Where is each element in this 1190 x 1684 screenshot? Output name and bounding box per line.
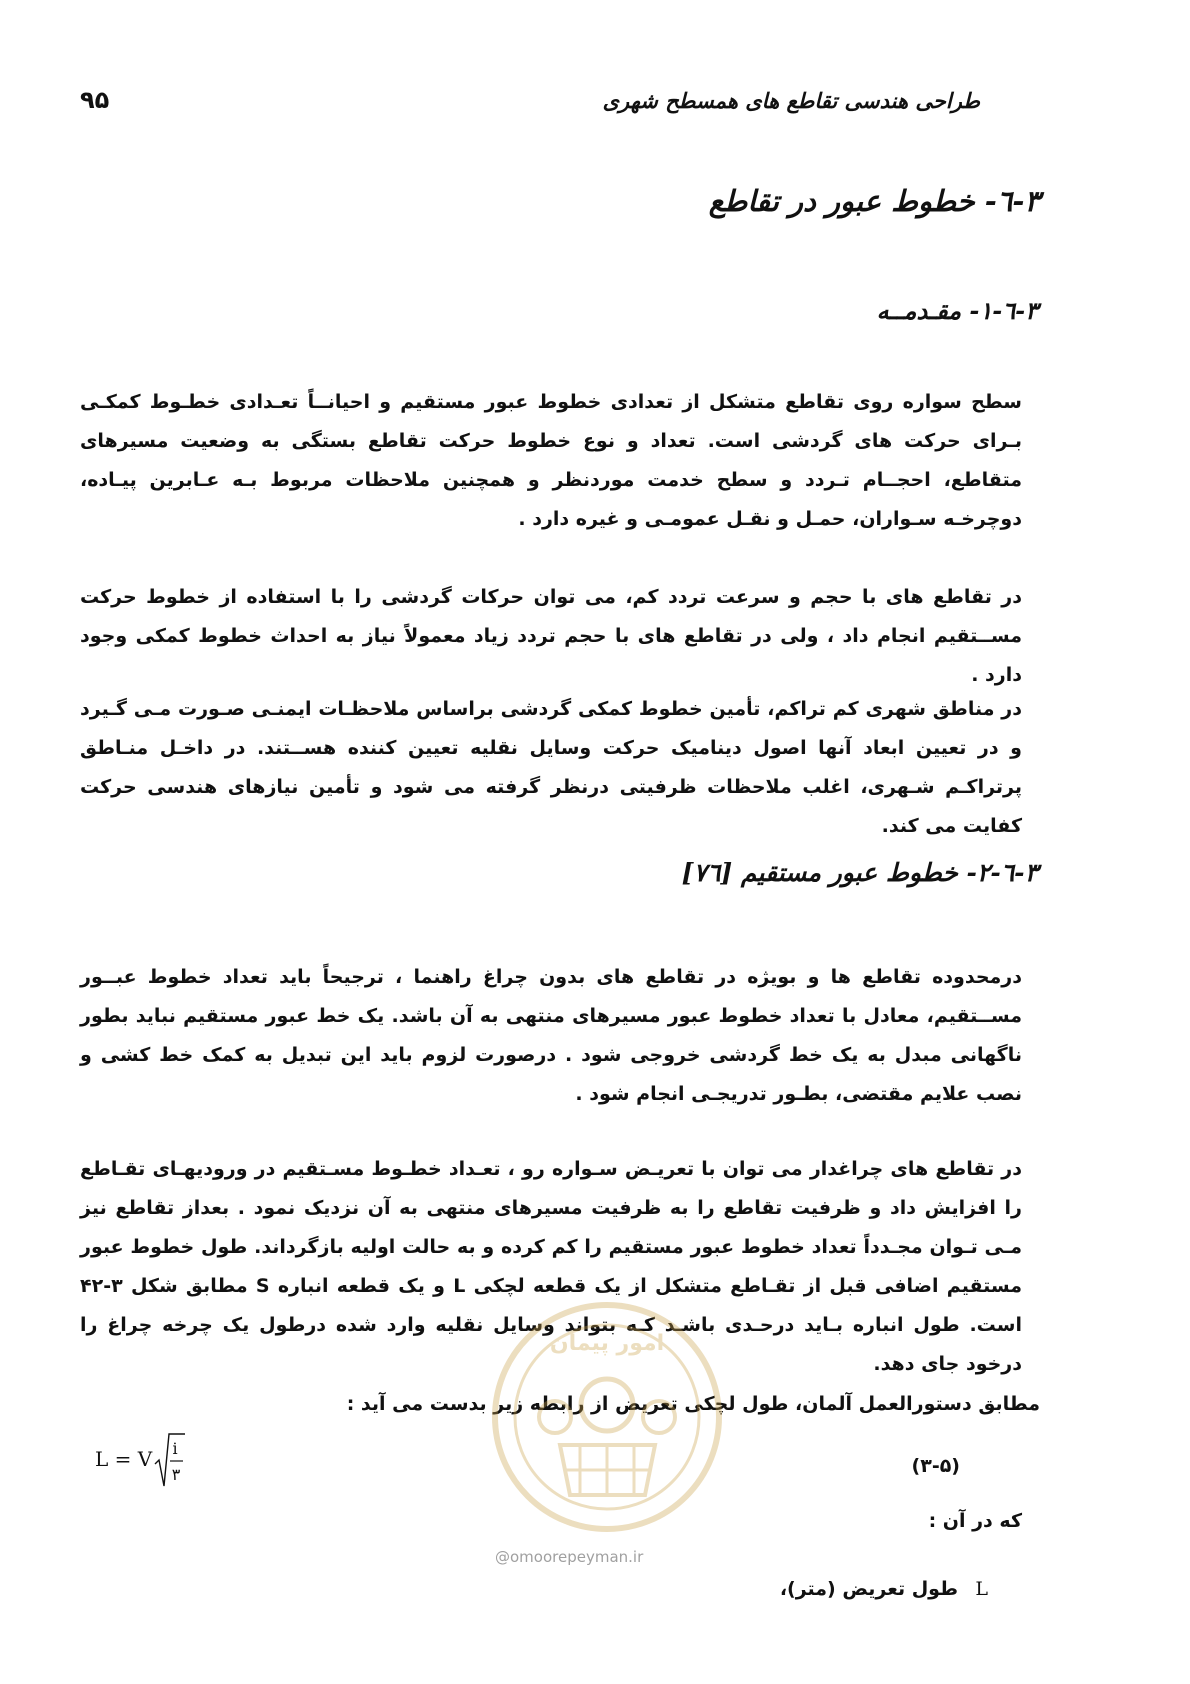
where-label: که در آن : — [928, 1510, 1022, 1532]
taper-length-formula — [95, 1430, 185, 1497]
equation-number: (۳-۵) — [911, 1455, 960, 1477]
definition-text: طول تعریض (متر)، — [779, 1578, 958, 1600]
formula-lhs: L = V — [95, 1447, 153, 1471]
subsection-heading-introduction: ۳-٦-۱- مقـدمــه — [876, 296, 1038, 325]
formula-numerator: i — [172, 1439, 178, 1458]
formula-intro: مطابق دستورالعمل آلمان، طول لچکی تعریض از رابطه زیر بدست می آید : — [346, 1393, 1040, 1415]
formula-denominator: ۳ — [171, 1465, 181, 1484]
paragraph: در تقاطع های با حجم و سرعت تردد کم، می توان حرکات گردشی را با استفاده از خطوط حرکت مســتقیم انجام داد ، ولی در تقاطع های با حجم تردد زیاد معمولاً نیاز به احداث خطوط کمکی وجود دارد . — [80, 586, 1022, 686]
subsection-heading-through-lanes: ۳-٦-۲- خطوط عبور مستقیم [۷٦] — [681, 858, 1038, 887]
paragraph: در مناطق شهری کم تراکم، تأمین خطوط کمکی گردشی براساس ملاحظـات ایمنـی صـورت مـی گـیرد و در تعیین ابعاد آنها اصول دینامیک حرکت وسایل نقلیه تعیین کننده هســتند. در داخـل منـاطق پرتراکـم شـهری، اغلب ملاحظات ظرفیتی درنظر گرفته می شود و تأمین نیازهای هندسی حرکت کفایت می کند. — [80, 698, 1022, 837]
watermark-seal — [485, 1295, 730, 1540]
paragraph: سطح سواره روی تقاطع متشکل از تعدادی خطوط عبور مستقیم و احیانــاً تعـدادی خطـوط کمکـی بـرای حرکت های گردشی است. تعداد و نوع خطوط حرکت تقاطع بستگی به وضعیت مسیرهای متقاطع، احجــام تـردد و سطح خدمت موردنظر و همچنین ملاحظات مربوط بـه عـابرین پیـاده، دوچرخـه سـواران، حمـل و نقـل عمومـی و غیره دارد . — [80, 391, 1022, 530]
watermark-seal-graphic — [485, 1295, 730, 1540]
paragraph: در تقاطع های چراغدار می توان با تعریـض سـواره رو ، تعـداد خطـوط مسـتقیم در ورودیهـای تقـاطع را افزایش داد و ظرفیت تقاطع را به ظرفیت مسیرهای منتهی به آن نزدیک نمود . بعداز تقاطع نیز مـی تـوان مجـدداً تعداد خطوط عبور مستقیم را کم کرده و به حالت اولیه بازگرداند. طول خطوط عبور مستقیم اضافی قبل از تقـاطع متشکل از یک قطعه لچکی L و یک قطعه انباره S مطابق شکل ۳-۴۲ است. طول انباره بـاید درحـدی باشـد کـه بتواند وسایل نقلیه وارد شده درطول یک چرخه چراغ را درخود جای دهد. — [80, 1158, 1022, 1375]
watermark-label: امور پیمان — [549, 1331, 665, 1356]
radical-sign — [155, 1434, 185, 1486]
watermark-site: @omoorepeyman.ir — [495, 1548, 644, 1566]
definition-symbol: L — [975, 1578, 988, 1600]
formula-svg — [95, 1430, 185, 1492]
page-number: ۹۵ — [80, 86, 110, 114]
running-header-title: طراحی هندسی تقاطع های همسطح شهری — [602, 88, 980, 113]
paragraph: درمحدوده تقاطع ها و بویژه در تقاطع های بدون چراغ راهنما ، ترجیحاً باید تعداد خطوط عبــور مســتقیم، معادل با تعداد خطوط عبور مسیرهای منتهی به آن باشد. یک خط عبور مستقیم نباید بطور ناگهانی مبدل به یک خط گردشی خروجی شود . درصورت لزوم باید این تبدیل به کمک خط کشی و نصب علایم مقتضی، بطـور تدریجـی انجام شود . — [80, 966, 1022, 1105]
section-heading: ۳-٦- خطوط عبور در تقاطع — [708, 184, 1040, 218]
